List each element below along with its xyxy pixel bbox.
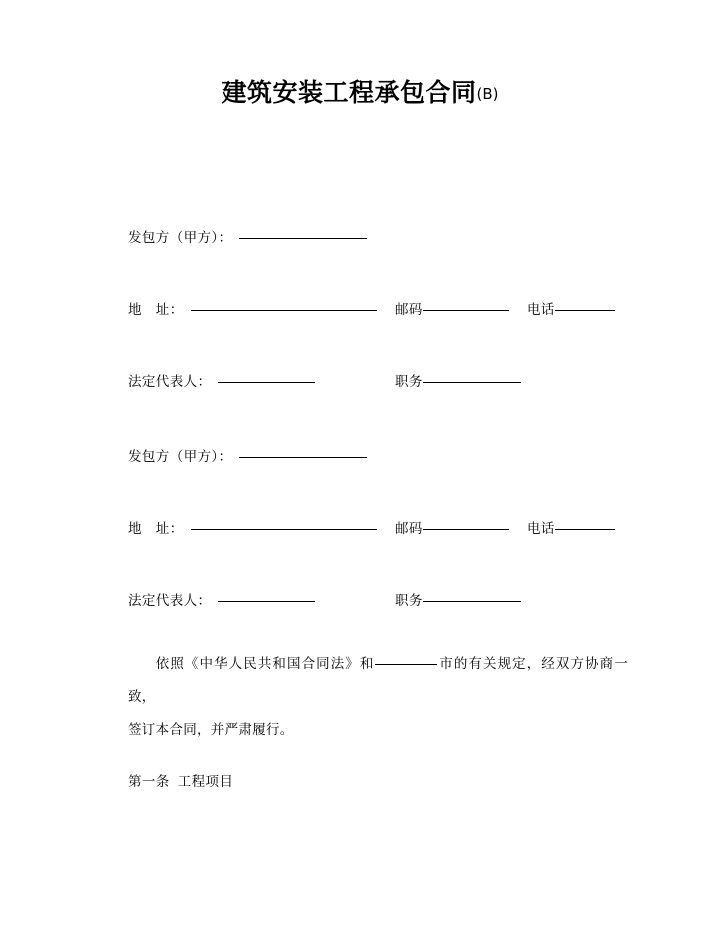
- position-input-2[interactable]: [423, 601, 521, 602]
- party-block-2: [128, 444, 648, 614]
- postcode-label-2: 邮码: [395, 521, 423, 537]
- party-row-representative-2: [128, 588, 648, 614]
- clause-number-1: 第一条: [128, 774, 170, 790]
- party-row-name-2: [128, 444, 648, 470]
- field-postcode-2: [395, 516, 509, 542]
- field-postcode-1: [395, 297, 509, 323]
- page-title-main: 建筑安装工程承包合同: [221, 78, 477, 107]
- position-label-2: 职务: [395, 593, 423, 609]
- position-label-1: 职务: [395, 374, 423, 390]
- party-name-input-1[interactable]: [239, 238, 367, 239]
- field-position-2: [395, 588, 521, 614]
- page-title-suffix: (B): [476, 85, 499, 103]
- postcode-input-2[interactable]: [423, 529, 509, 530]
- party-row-name-1: [128, 225, 648, 251]
- party-row-address-1: [128, 297, 648, 323]
- preamble-second-line: 签订本合同，并严肃履行。: [128, 722, 294, 738]
- position-input-1[interactable]: [423, 382, 521, 383]
- representative-input-2[interactable]: [218, 601, 315, 602]
- clause-title-1: 工程项目: [177, 774, 234, 790]
- preamble-paragraph: [128, 648, 628, 747]
- phone-input-1[interactable]: [555, 310, 615, 311]
- field-party-name-1: [128, 225, 367, 251]
- phone-input-2[interactable]: [555, 529, 615, 530]
- field-party-name-2: [128, 444, 367, 470]
- preamble-text-after: 市的有关规定，经双方协商一致，: [128, 656, 628, 705]
- page-title: [0, 78, 720, 108]
- party-row-representative-1: [128, 369, 648, 395]
- party-block-1: [128, 225, 648, 395]
- representative-label-1: 法定代表人：: [128, 374, 212, 390]
- party-row-address-2: [128, 516, 648, 542]
- field-representative-2: [128, 588, 315, 614]
- party-name-label-2: 发包方（甲方）：: [128, 449, 233, 465]
- representative-input-1[interactable]: [218, 382, 315, 383]
- phone-label-1: 电话: [527, 302, 555, 318]
- preamble-text-before: 依照《中华人民共和国合同法》和: [155, 656, 375, 672]
- field-address-1: [128, 297, 377, 323]
- address-input-1[interactable]: [191, 310, 377, 311]
- field-phone-1: [527, 297, 615, 323]
- phone-label-2: 电话: [527, 521, 555, 537]
- address-label-1: 地 址：: [128, 302, 184, 318]
- address-label-2: 地 址：: [128, 521, 184, 537]
- clause-heading-1: [128, 772, 233, 792]
- preamble-city-input[interactable]: [375, 664, 437, 665]
- field-phone-2: [527, 516, 615, 542]
- field-address-2: [128, 516, 377, 542]
- field-position-1: [395, 369, 521, 395]
- representative-label-2: 法定代表人：: [128, 593, 212, 609]
- field-representative-1: [128, 369, 315, 395]
- postcode-input-1[interactable]: [423, 310, 509, 311]
- party-name-input-2[interactable]: [239, 457, 367, 458]
- postcode-label-1: 邮码: [395, 302, 423, 318]
- party-name-label-1: 发包方（甲方）：: [128, 230, 233, 246]
- address-input-2[interactable]: [191, 529, 377, 530]
